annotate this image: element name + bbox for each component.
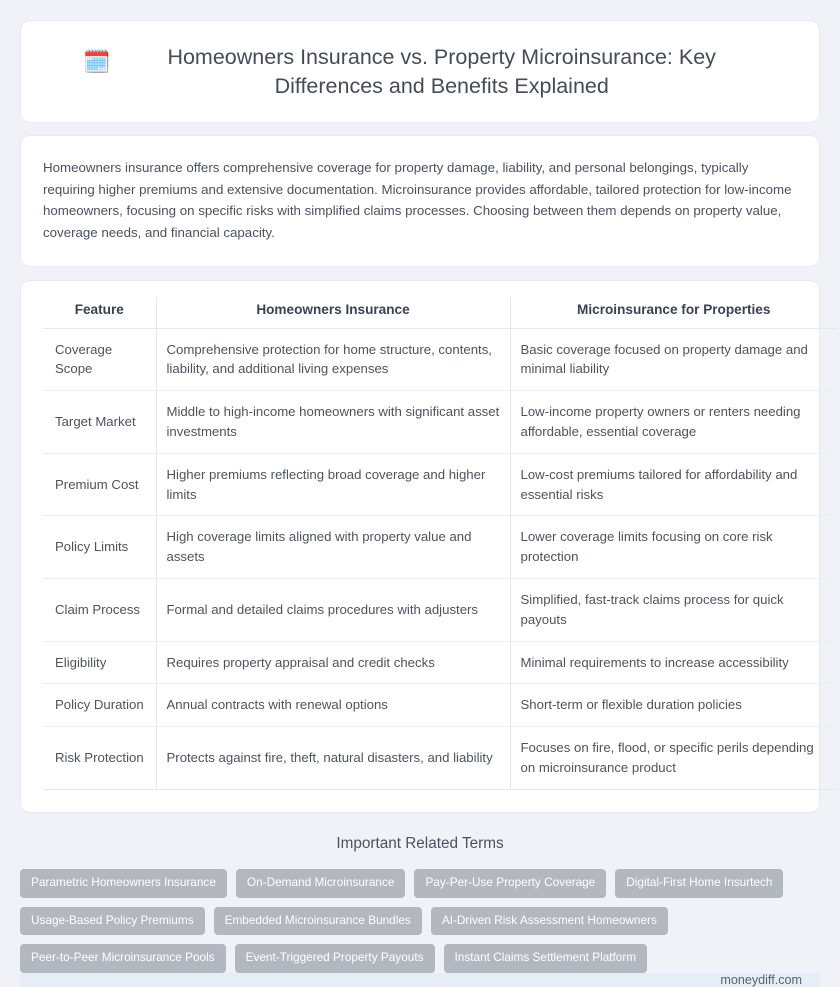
table-row <box>43 453 837 516</box>
row-homeowners-value: Annual contracts with renewal options <box>156 684 510 727</box>
related-term-tag[interactable]: AI-Driven Risk Assessment Homeowners <box>431 907 668 936</box>
header-card <box>20 20 820 123</box>
column-header-microinsurance: Microinsurance for Properties <box>510 297 837 329</box>
row-feature-label: Eligibility <box>43 641 156 684</box>
row-micro-value: Low-cost premiums tailored for affordability and essential risks <box>510 453 837 516</box>
row-homeowners-value: Formal and detailed claims procedures with adjusters <box>156 579 510 642</box>
table-row <box>43 328 837 391</box>
comparison-table-card <box>20 280 820 813</box>
table-row <box>43 684 837 727</box>
summary-text: Homeowners insurance offers comprehensive coverage for property damage, liability, and personal belongings, typically requiring higher premiums and extensive documentation. Microinsurance provides affordable, tailored protection for low-income homeowners, focusing on specific risks with simplified claims processes. Choosing between them depends on property value, coverage needs, and financial capacity. <box>43 160 792 241</box>
row-homeowners-value: Requires property appraisal and credit checks <box>156 641 510 684</box>
related-term-tag[interactable]: Usage-Based Policy Premiums <box>20 907 205 936</box>
related-term-tag[interactable]: Embedded Microinsurance Bundles <box>214 907 422 936</box>
related-term-tag[interactable]: On-Demand Microinsurance <box>236 869 406 898</box>
related-term-tag[interactable]: Pay-Per-Use Property Coverage <box>414 869 606 898</box>
row-feature-label: Risk Protection <box>43 727 156 790</box>
related-term-tag[interactable]: Instant Claims Settlement Platform <box>444 944 648 973</box>
row-micro-value: Short-term or flexible duration policies <box>510 684 837 727</box>
page-title: Homeowners Insurance vs. Property Microinsurance: Key Differences and Benefits Explained <box>167 45 716 98</box>
related-terms-heading: Important Related Terms <box>336 834 504 852</box>
row-micro-value: Focuses on fire, flood, or specific perils depending on microinsurance product <box>510 727 837 790</box>
row-feature-label: Policy Limits <box>43 516 156 579</box>
row-homeowners-value: Middle to high-income homeowners with significant asset investments <box>156 391 510 454</box>
row-homeowners-value: Protects against fire, theft, natural disasters, and liability <box>156 727 510 790</box>
related-terms-section <box>20 835 820 973</box>
row-homeowners-value: High coverage limits aligned with property value and assets <box>156 516 510 579</box>
summary-card <box>20 135 820 267</box>
row-feature-label: Premium Cost <box>43 453 156 516</box>
comparison-table <box>43 297 837 790</box>
table-row <box>43 641 837 684</box>
column-header-feature: Feature <box>43 297 156 329</box>
related-term-tag[interactable]: Parametric Homeowners Insurance <box>20 869 227 898</box>
related-term-tag[interactable]: Event-Triggered Property Payouts <box>235 944 435 973</box>
row-micro-value: Lower coverage limits focusing on core risk protection <box>510 516 837 579</box>
row-feature-label: Coverage Scope <box>43 328 156 391</box>
row-feature-label: Policy Duration <box>43 684 156 727</box>
footer-bar <box>20 973 820 987</box>
row-micro-value: Simplified, fast-track claims process for quick payouts <box>510 579 837 642</box>
table-row <box>43 516 837 579</box>
related-term-tag[interactable]: Digital-First Home Insurtech <box>615 869 783 898</box>
table-header-row <box>43 297 837 329</box>
row-micro-value: Basic coverage focused on property damage and minimal liability <box>510 328 837 391</box>
footer-site-name: moneydiff.com <box>720 973 802 987</box>
related-term-tag[interactable]: Peer-to-Peer Microinsurance Pools <box>20 944 226 973</box>
calendar-icon: 🗓️ <box>83 49 111 74</box>
table-body <box>43 328 837 789</box>
table-row <box>43 391 837 454</box>
table-header <box>43 297 837 329</box>
row-micro-value: Low-income property owners or renters needing affordable, essential coverage <box>510 391 837 454</box>
table-row <box>43 579 837 642</box>
row-homeowners-value: Higher premiums reflecting broad coverage and higher limits <box>156 453 510 516</box>
row-micro-value: Minimal requirements to increase accessibility <box>510 641 837 684</box>
row-homeowners-value: Comprehensive protection for home structure, contents, liability, and additional living expenses <box>156 328 510 391</box>
related-terms-list <box>20 869 820 973</box>
row-feature-label: Claim Process <box>43 579 156 642</box>
row-feature-label: Target Market <box>43 391 156 454</box>
column-header-homeowners-insurance: Homeowners Insurance <box>156 297 510 329</box>
table-row <box>43 727 837 790</box>
